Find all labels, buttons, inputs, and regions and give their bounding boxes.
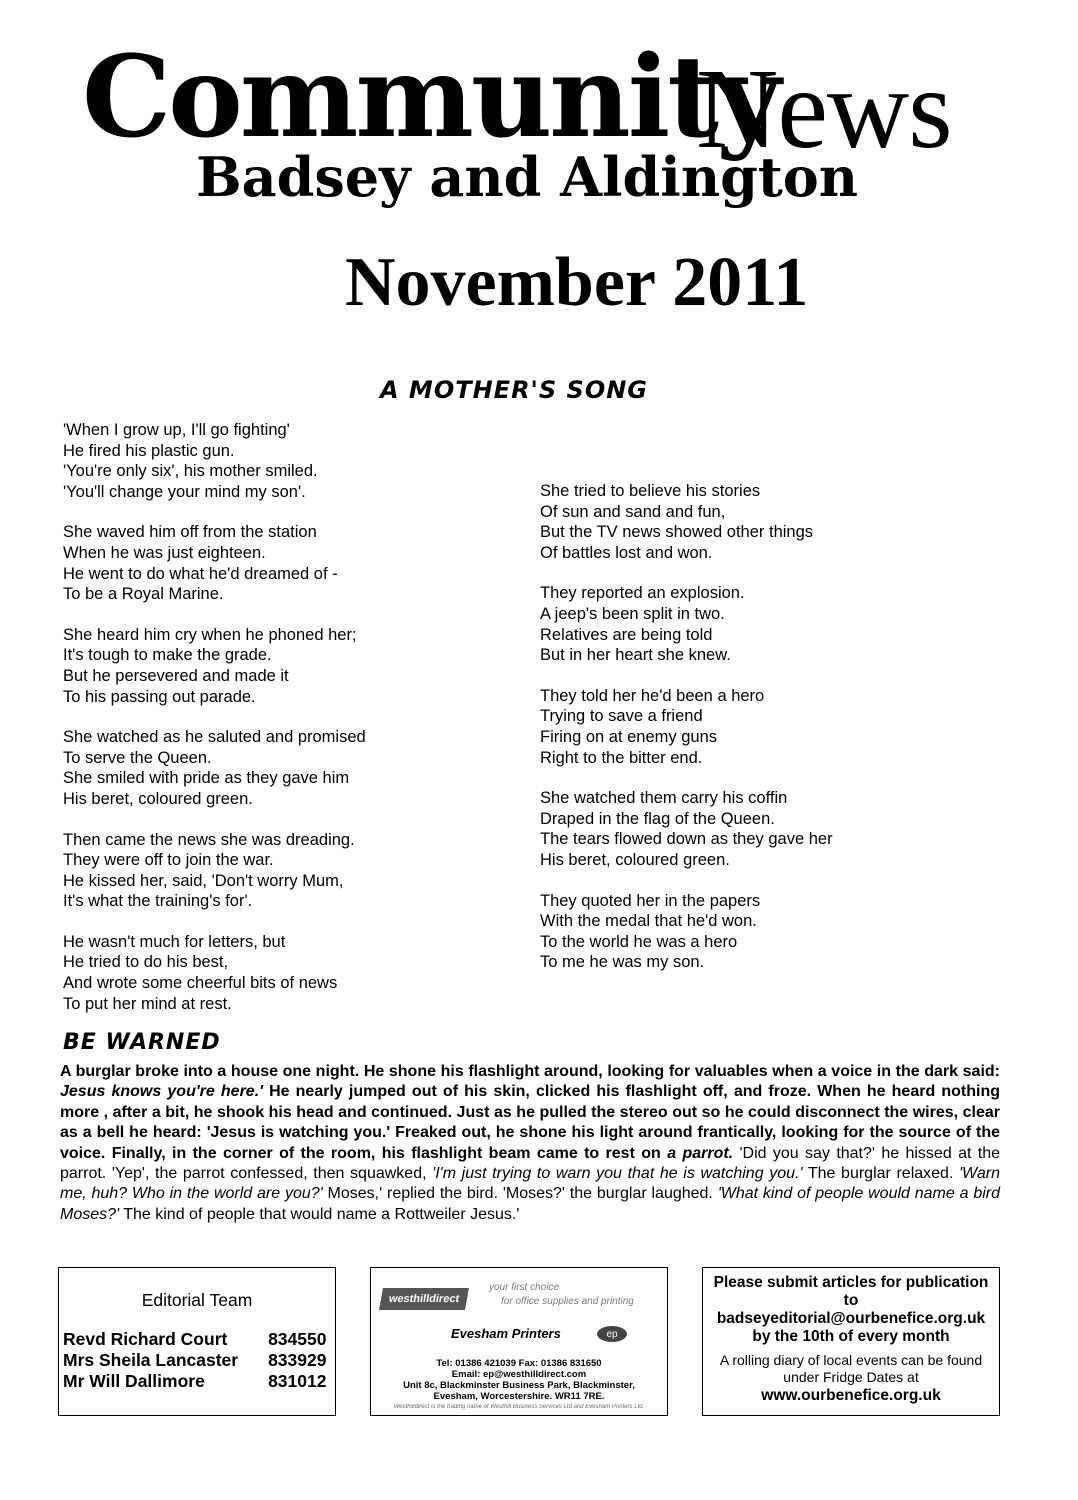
- editorial-member-row: [63, 1350, 332, 1371]
- poem-stanza: [540, 481, 960, 563]
- poem-right-column: [540, 481, 960, 993]
- poem-line: They quoted her in the papers: [540, 891, 761, 910]
- printer-address: Unit 8c, Blackminster Business Park, Blackminster,: [403, 1380, 635, 1391]
- poem-line: When he was just eighteen.: [63, 543, 266, 562]
- submit-deadline: by the 10th of every month: [752, 1328, 950, 1345]
- printer-contact: [371, 1358, 667, 1402]
- poem-line: Of battles lost and won.: [540, 543, 713, 562]
- story-text: A burglar broke into a house one night. He shone his flashlight around, looking for valuables when a voice in the dark said:: [60, 1063, 1000, 1080]
- poem-left-column: [63, 420, 483, 1034]
- printer-advert: [370, 1267, 668, 1416]
- poem-line: They told her he'd been a hero: [540, 686, 765, 705]
- poem-line: It's what the training's for'.: [63, 892, 253, 911]
- story-text: 'Did you say that?' he hissed at the parrot. 'Yep', the parrot confessed, then squawked,: [60, 1144, 1001, 1183]
- editorial-team-table: [63, 1329, 332, 1392]
- editorial-member-row: [63, 1371, 332, 1392]
- poem-stanza: [540, 788, 960, 870]
- printer-tel: Tel: 01386 421039 Fax: 01386 831650: [436, 1358, 602, 1369]
- be-warned-title: BE WARNED: [63, 1030, 221, 1055]
- printer-address: Evesham, Worcestershire. WR11 7RE.: [433, 1391, 605, 1402]
- poem-line: To put her mind at rest.: [63, 994, 232, 1013]
- poem-stanza: [63, 932, 483, 1014]
- poem-line: Of sun and sand and fun,: [540, 502, 726, 521]
- poem-line: She waved him off from the station: [63, 523, 317, 542]
- poem-stanza: [540, 891, 960, 973]
- story-quote: a parrot.: [667, 1144, 734, 1162]
- printer-logo: westhilldirect: [379, 1288, 469, 1310]
- poem-line: To the world he was a hero: [540, 932, 738, 951]
- story-text: The burglar relaxed.: [802, 1165, 959, 1183]
- poem-line: With the medal that he'd won.: [540, 912, 757, 931]
- member-name: Revd Richard Court: [63, 1329, 228, 1349]
- poem-line: Firing on at enemy guns: [540, 727, 718, 746]
- be-warned-body: [60, 1062, 1000, 1225]
- poem-line: To serve the Queen.: [63, 748, 212, 767]
- poem-line: They reported an explosion.: [540, 584, 745, 603]
- poem-stanza: [63, 727, 483, 809]
- poem-line: She smiled with pride as they gave him: [63, 769, 350, 788]
- poem-stanza: [63, 625, 483, 707]
- poem-line: She watched as he saluted and promised: [63, 728, 366, 747]
- poem-stanza: [63, 420, 483, 502]
- masthead-place: Badsey and Aldington: [196, 145, 859, 209]
- printer-tagline: your first choice: [489, 1282, 560, 1293]
- printer-footnote: Westhilldirect is the trading name of Westhill Business Services Ltd and Evesham Printers Ltd.: [393, 1404, 645, 1410]
- poem-line: And wrote some cheerful bits of news: [63, 974, 338, 993]
- poem-line: She watched them carry his coffin: [540, 789, 788, 808]
- poem-stanza: [540, 686, 960, 768]
- editorial-team-title: Editorial Team: [141, 1290, 253, 1310]
- submit-to: to: [843, 1292, 859, 1309]
- masthead-community: Community: [82, 32, 779, 163]
- poem-line: They were off to join the war.: [63, 851, 274, 870]
- benefice-url[interactable]: www.ourbenefice.org.uk: [761, 1387, 941, 1404]
- member-phone: 833929: [268, 1350, 327, 1370]
- issue-date: November 2011: [345, 244, 809, 321]
- poem-line: But he persevered and made it: [63, 666, 289, 685]
- poem-line: She tried to believe his stories: [540, 482, 761, 500]
- poem-line: But the TV news showed other things: [540, 523, 814, 542]
- masthead: [0, 0, 1078, 330]
- poem-line: 'You'll change your mind my son'.: [63, 482, 306, 501]
- story-quote: 'Warn me, huh? Who in the world are you?': [60, 1165, 1000, 1203]
- story-text: He nearly jumped out of his skin, clicked his flashlight off, and froze. When he heard nothing more , after a bit, he shook his head and continued. Just as he pulled the stereo out so he could disconnect the wires, clear as a bell he heard: 'Jesus is watching you.' Freaked out, he shone his light around frantically, looking for the source of the voice. Finally, in the corner of the room, his flashlight beam came to rest on: [60, 1083, 1000, 1162]
- poem-line: Draped in the flag of the Queen.: [540, 809, 775, 828]
- poem-line: He wasn't much for letters, but: [63, 932, 286, 951]
- poem-line: To be a Royal Marine.: [63, 585, 224, 604]
- story-quote: Jesus knows you're here.': [60, 1083, 263, 1101]
- poem-stanza: [63, 522, 483, 604]
- poem-line: To his passing out parade.: [63, 687, 256, 706]
- poem-stanza: [63, 830, 483, 912]
- submit-email[interactable]: badseyeditorial@ourbenefice.org.uk: [716, 1310, 986, 1327]
- member-name: Mrs Sheila Lancaster: [63, 1350, 239, 1370]
- poem-line: He tried to do his best,: [63, 953, 229, 972]
- poem-line: His beret, coloured green.: [540, 850, 730, 869]
- poem-line: He kissed her, said, 'Don't worry Mum,: [63, 871, 344, 890]
- poem-line: Then came the news she was dreading.: [63, 830, 355, 849]
- printer-tagline: for office supplies and printing: [501, 1296, 634, 1307]
- member-phone: 834550: [268, 1329, 327, 1349]
- poem-line: 'You're only six', his mother smiled.: [63, 462, 318, 481]
- story-quote: 'I'm just trying to warn you that he is watching you.': [432, 1165, 803, 1183]
- member-phone: 831012: [268, 1371, 327, 1391]
- printer-name: Evesham Printers: [451, 1326, 561, 1341]
- printer-email: Email: ep@westhilldirect.com: [451, 1369, 587, 1380]
- poem-line: To me he was my son.: [540, 953, 705, 972]
- poem-line: His beret, coloured green.: [63, 789, 253, 808]
- story-text: Moses,' replied the bird. 'Moses?' the burglar laughed.: [322, 1185, 718, 1203]
- member-name: Mr Will Dallimore: [63, 1371, 205, 1391]
- diary-note: A rolling diary of local events can be found: [719, 1352, 983, 1368]
- story-quote: 'What kind of people would name a bird Moses?': [60, 1185, 1000, 1223]
- submission-box: [702, 1267, 1000, 1416]
- ep-logo-icon: ep: [597, 1326, 627, 1342]
- poem-line: The tears flowed down as they gave her: [540, 830, 833, 849]
- poem-stanza: [540, 583, 960, 665]
- poem-line: But in her heart she knew.: [540, 646, 731, 665]
- poem-line: Relatives are being told: [540, 625, 713, 644]
- editorial-team-box: [58, 1267, 336, 1416]
- poem-line: Trying to save a friend: [540, 707, 703, 726]
- masthead-news: News: [696, 45, 952, 172]
- poem-line: He fired his plastic gun.: [63, 441, 235, 460]
- poem-line: He went to do what he'd dreamed of -: [63, 564, 338, 583]
- submit-instruction: Please submit articles for publication: [713, 1274, 989, 1291]
- poem-line: Right to the bitter end.: [540, 748, 703, 767]
- story-text: The kind of people that would name a Rottweiler Jesus.': [119, 1205, 520, 1223]
- poem-line: 'When I grow up, I'll go fighting': [63, 421, 290, 439]
- poem-title: A MOTHER'S SONG: [380, 376, 649, 404]
- poem-line: She heard him cry when he phoned her;: [63, 625, 357, 644]
- editorial-member-row: [63, 1329, 332, 1350]
- poem-line: A jeep's been split in two.: [540, 604, 725, 623]
- poem-line: It's tough to make the grade.: [63, 646, 272, 665]
- diary-note: under Fridge Dates at: [783, 1369, 919, 1385]
